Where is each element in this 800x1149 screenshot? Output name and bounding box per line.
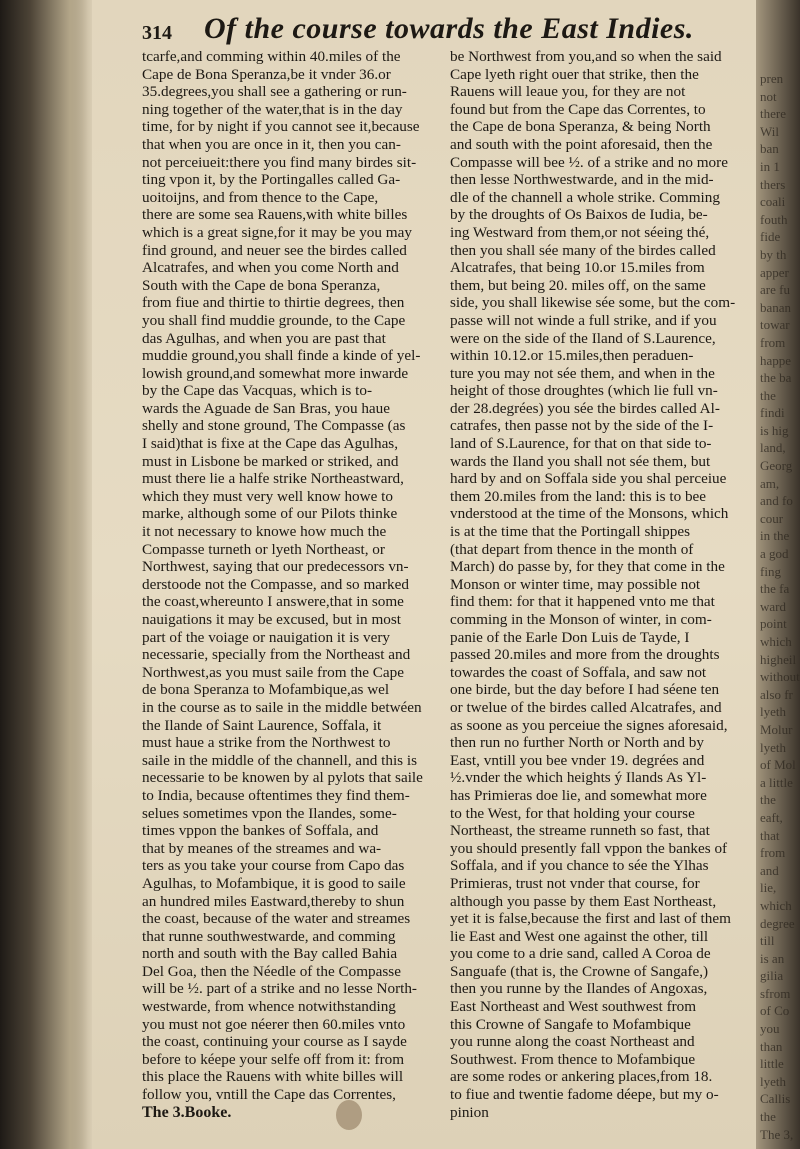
running-title: Of the course towards the East Indies. — [204, 12, 694, 45]
bleed-fragment: which — [760, 897, 792, 913]
left-column-line: an hundred miles Eastward,thereby to shun — [142, 892, 405, 910]
left-column-line: which is a great signe,for it may be you may — [142, 223, 412, 241]
right-column-line: ture you may not sée them, and when in the — [450, 364, 715, 382]
right-column-line: Monson or winter time, may possible not — [450, 575, 701, 593]
left-column-line: ning together of the water,that is in the day — [142, 100, 403, 118]
left-column-line: wards the Aguade de San Bras, you haue — [142, 399, 390, 417]
left-column-line: das Agulhas, and when you are past that — [142, 329, 386, 347]
bleed-fragment: without — [760, 669, 800, 685]
right-column-line: March) do passe by, for they that come in the — [450, 558, 725, 576]
catchword: The 3.Booke. — [142, 1103, 232, 1121]
bleed-fragment: a god — [760, 546, 789, 562]
left-column-line: selues sometimes vpon the Ilandes, some- — [142, 804, 397, 822]
left-column-line: 35.degrees,you shall see a gathering or run- — [142, 83, 407, 101]
left-column-line: I said)that is fixe at the Cape das Agulhas, — [142, 435, 399, 453]
left-column-line: that runne southwestwarde, and comming — [142, 927, 396, 945]
bleed-fragment: there — [760, 106, 786, 122]
right-column-line: then you shall sée many of the birdes called — [450, 241, 716, 259]
left-column-line: this place the Rauens with white billes will — [142, 1068, 404, 1086]
bleed-fragment: a little — [760, 774, 793, 790]
left-column-line: the Ilande of Saint Laurence, Soffala, it — [142, 716, 382, 734]
bleed-fragment: lyeth — [760, 1073, 786, 1089]
right-column-line: yet it is false,because the first and last of them — [450, 910, 731, 928]
bleed-fragment: ward — [760, 598, 786, 614]
left-column-line: Northwest, saying that our predecessors vn- — [142, 558, 409, 576]
left-column-line: before to kéepe your selfe off from it: from — [142, 1050, 405, 1068]
bleed-fragment: Wil — [760, 123, 779, 139]
bleed-fragment: apper — [760, 264, 789, 280]
right-column-line: Sanguafe (that is, the Crowne of Sangafe,) — [450, 962, 709, 980]
left-column-line: tcarfe,and comming within 40.miles of the — [142, 48, 401, 65]
bleed-fragment: fing — [760, 563, 781, 579]
bleed-fragment: am, — [760, 475, 780, 491]
bleed-fragment: lyeth — [760, 739, 786, 755]
left-column-line: the coast, because of the water and streames — [142, 910, 411, 928]
bleed-fragment: The 3, — [760, 1126, 794, 1142]
bleed-fragment: from — [760, 845, 786, 861]
right-column-line: Alcatrafes, that being 10.or 15.miles from — [450, 259, 705, 277]
bleed-fragment: till — [760, 933, 775, 949]
left-column-line: part of the voiage or nauigation it is very — [142, 628, 390, 646]
right-column-line: one birde, but the day before I had séene ten — [450, 681, 720, 699]
right-column-line: Northeast, the streame runneth so fast, that — [450, 822, 710, 840]
bleed-fragment: the ba — [760, 370, 792, 386]
right-column-line: them, but being 20. miles off, on the same — [450, 276, 706, 294]
left-column-line: derstoode not the Compasse, and so marked — [142, 575, 409, 593]
right-column-line: East Northeast and West southwest from — [450, 998, 697, 1016]
bleed-fragment: lyeth — [760, 704, 786, 720]
right-column-line: catrafes, then passe not by the side of the I- — [450, 417, 714, 435]
left-text-column — [142, 48, 432, 1121]
left-column-line: there are some sea Rauens,with white billes — [142, 206, 408, 224]
right-column-line: then lesse Northwestwarde, and in the mid- — [450, 171, 714, 189]
right-column-line: der 28.degrées) you sée the birdes called Al- — [450, 399, 720, 417]
bleed-fragment: fouth — [760, 211, 788, 227]
left-column-line: you must not goe néerer then 60.miles vnto — [142, 1015, 406, 1033]
left-column-line: find ground, and neuer see the birdes called — [142, 241, 407, 259]
right-column-line: find them: for that it happened vnto me that — [450, 593, 715, 611]
bleed-fragment: the — [760, 1109, 776, 1125]
bleed-fragment: is hig — [760, 422, 789, 438]
left-column-line: ting vpon it, by the Portingalles called Ga- — [142, 171, 401, 189]
paper-stain — [336, 1100, 362, 1130]
bleed-fragment: lie, — [760, 880, 777, 896]
right-column-line: this Crowne of Sangafe to Mofambique — [450, 1015, 691, 1033]
bleed-fragment: cour — [760, 510, 784, 526]
bleed-fragment: by th — [760, 246, 787, 262]
bleed-fragment: the fa — [760, 581, 790, 597]
left-column-line: in the course as to saile in the middle betwéen — [142, 698, 422, 716]
right-column-line: you runne along the coast Northeast and — [450, 1033, 695, 1051]
page-header — [142, 10, 742, 46]
left-column-line: which they must very well know howe to — [142, 487, 393, 505]
bleed-fragment: of Mol — [760, 757, 796, 773]
left-column-line: South with the Cape de bona Speranza, — [142, 276, 381, 294]
right-column-line: wards the Iland you shall not sée them, but — [450, 452, 711, 470]
right-text-column — [450, 48, 740, 1121]
left-column-line: must haue a strike from the Northwest to — [142, 734, 391, 752]
right-column-line: Cape lyeth right ouer that strike, then the — [450, 65, 699, 83]
left-column-line: Alcatrafes, and when you come North and — [142, 259, 399, 277]
left-column-line: time, for by night if you cannot see it,because — [142, 118, 420, 136]
left-column-line: to India, because oftentimes they find them- — [142, 786, 410, 804]
left-column-line: necessarie, specially from the Northeast and — [142, 646, 411, 664]
right-column-line: and south with the point aforesaid, then the — [450, 135, 713, 153]
left-column-line: Northwest,as you must saile from the Cape — [142, 663, 404, 681]
right-column-line: Southwest. From thence to Mofambique — [450, 1050, 696, 1068]
left-column-line: from fiue and thirtie to thirtie degrees, then — [142, 294, 405, 312]
bleed-fragment: of Co — [760, 1003, 790, 1019]
right-column-line: Rauens will leaue you, for they are not — [450, 83, 686, 101]
bleed-fragment: in 1 — [760, 158, 780, 174]
bleed-fragment: and fo — [760, 493, 793, 509]
right-column-line: to fiue and twentie fadome déepe, but my o- — [450, 1086, 719, 1104]
right-column-line: ½.vnder the which heights ý Ilands As Yl- — [450, 769, 707, 787]
left-column-line: Cape de Bona Speranza,be it vnder 36.or — [142, 65, 391, 83]
right-column-line: you come to a drie sand, called A Coroa de — [450, 945, 711, 963]
left-column-line: westwarde, from whence notwithstanding — [142, 998, 396, 1016]
left-column-line: lowish ground,and somewhat more inwarde — [142, 364, 409, 382]
bleed-fragment: from — [760, 334, 786, 350]
bleed-fragment: you — [760, 1021, 780, 1037]
left-column-line: times vppon the bankes of Soffala, and — [142, 822, 379, 840]
page-number: 314 — [142, 22, 172, 44]
right-column-line: you should presently fall vppon the bankes of — [450, 839, 728, 857]
right-column-line: were on the side of the Iland of S.Laurence, — [450, 329, 716, 347]
left-column-line: the coast, continuing your course as I sayde — [142, 1033, 407, 1051]
left-column-line: will be ½. part of a strike and no lesse North- — [142, 980, 417, 998]
bleed-fragment: land, — [760, 440, 786, 456]
right-column-line: found but from the Cape das Correntes, to — [450, 100, 706, 118]
bleed-fragment: sfrom — [760, 985, 791, 1001]
left-column-line: must in Lisbone be marked or striked, and — [142, 452, 399, 470]
right-column-line: (that depart from thence in the month of — [450, 540, 694, 558]
right-column-line: ing Westward from them,or not séeing thé, — [450, 223, 710, 241]
right-column-line: Compasse will bee ½. of a strike and no more — [450, 153, 728, 171]
bleed-fragment: point — [760, 616, 787, 632]
right-column-line: has Primieras doe lie, and somewhat more — [450, 786, 707, 804]
bleed-fragment: ban — [760, 141, 779, 157]
left-column-line: not perceiueit:there you find many birdes sit- — [142, 153, 417, 171]
facing-page-bleed — [760, 70, 800, 1142]
left-column-line: marke, although some of our Pilots thinke — [142, 505, 398, 523]
right-column-line: Soffala, and if you chance to sée the Ylhas — [450, 857, 709, 875]
right-column-line: comming in the Monson of winter, in com- — [450, 611, 712, 628]
left-column-line: the coast,whereunto I answere,that in some — [142, 593, 404, 611]
right-column-line: vnderstood at the time of the Monsons, which — [450, 505, 729, 523]
left-column-line: that when you are once in it, then you can- — [142, 135, 401, 153]
left-column-line: shelly and stone ground, The Compasse (as — [142, 417, 406, 435]
right-column-line: side, you shall likewise sée some, but the com- — [450, 294, 736, 312]
left-column-line: Del Goa, then the Néedle of the Compasse — [142, 962, 401, 980]
book-gutter — [0, 0, 92, 1149]
right-column-line: Primieras, trust not vnder that course, for — [450, 874, 700, 892]
right-column-line: to the West, for that holding your course — [450, 804, 695, 822]
bleed-fragment: eaft, — [760, 809, 783, 825]
left-column-line: must there lie a halfe strike Northeastward, — [142, 470, 404, 488]
bleed-fragment: towar — [760, 317, 790, 333]
right-column-line: the Cape de bona Speranza, & being North — [450, 118, 711, 136]
left-column-line: muddie ground,you shall finde a kinde of yel- — [142, 347, 421, 365]
left-column-line: north and south with the Bay called Bahia — [142, 945, 398, 963]
left-column-line: de bona Speranza to Mofambique,as wel — [142, 681, 390, 699]
right-column-line: hard by and on Soffala side you shal perceiue — [450, 470, 727, 488]
left-column-line: nauigations it may be excused, but in most — [142, 611, 401, 628]
bleed-fragment: pren — [760, 71, 784, 86]
right-column-line: towardes the coast of Soffala, and saw not — [450, 663, 707, 681]
bleed-fragment: in the — [760, 528, 790, 544]
right-column-line: within 10.12.or 15.miles,then peraduen- — [450, 347, 694, 365]
left-column-line: saile in the middle of the channell, and this is — [142, 751, 417, 769]
right-column-line: dle of the channell a whole strike. Comming — [450, 188, 720, 206]
bleed-fragment: findi — [760, 405, 785, 421]
bleed-fragment: higheil — [760, 651, 797, 667]
bleed-fragment: happe — [760, 352, 792, 368]
right-column-line: passe will not winde a full strike, and if you — [450, 311, 717, 329]
left-column-line: Compasse turneth or lyeth Northeast, or — [142, 540, 385, 558]
bleed-fragment: Molur — [760, 721, 793, 737]
right-column-line: lie East and West one against the other, till — [450, 927, 709, 945]
left-column-line: it not necessary to knowe how much the — [142, 523, 387, 541]
left-column-line: uoitoijns, and from thence to the Cape, — [142, 188, 379, 206]
bleed-fragment: the — [760, 387, 776, 403]
bleed-fragment: the — [760, 792, 776, 808]
right-column-line: by the droughts of Os Baixos de Iudia, be- — [450, 206, 708, 224]
left-column-line: that by meanes of the streames and wa- — [142, 839, 382, 857]
bleed-fragment: are fu — [760, 282, 790, 298]
bleed-fragment: and — [760, 862, 779, 878]
right-column-line: although you passe by them East Northeast, — [450, 892, 717, 910]
left-column-line: ters as you take your course from Capo das — [142, 857, 405, 875]
bleed-fragment: fide — [760, 229, 781, 245]
right-column-line: them 20.miles from the land: this is to bee — [450, 487, 707, 505]
right-column-line: be Northwest from you,and so when the said — [450, 48, 722, 65]
bleed-fragment: Georg — [760, 458, 793, 474]
left-column-line: Agulhas, to Mofambique, it is good to saile — [142, 874, 406, 892]
bleed-fragment: gilia — [760, 968, 784, 984]
bleed-fragment: little — [760, 1056, 784, 1072]
bleed-fragment: thers — [760, 176, 786, 192]
right-column-line: then you runne by the Ilandes of Angoxas, — [450, 980, 708, 998]
bleed-fragment: that — [760, 827, 780, 843]
right-column-line: is at the time that the Portingall shippes — [450, 523, 691, 541]
bleed-fragment: is an — [760, 950, 785, 966]
bleed-fragment: not — [760, 88, 777, 104]
right-column-line: or twelue of the birdes called Alcatrafes, and — [450, 698, 722, 716]
bleed-fragment: than — [760, 1038, 783, 1054]
bleed-fragment: Callis — [760, 1091, 791, 1107]
right-column-line: then run no further North or North and by — [450, 734, 704, 752]
bleed-fragment: which — [760, 634, 792, 649]
right-column-line: height of those droughtes (which lie full vn- — [450, 382, 718, 400]
right-column-line: land of S.Laurence, for that on that side to- — [450, 435, 712, 453]
right-column-line: East, vntill you bee vnder 19. degrées and — [450, 751, 705, 769]
left-column-line: follow you, vntill the Cape das Correntes, — [142, 1086, 396, 1104]
left-column-line: you shall find muddie grounde, to the Cape — [142, 311, 406, 329]
right-column-line: are some rodes or ankering places,from 18. — [450, 1068, 713, 1086]
left-column-line: by the Cape das Vacquas, which is to- — [142, 382, 373, 400]
bleed-fragment: coali — [760, 194, 786, 210]
bleed-fragment: degree — [760, 915, 795, 931]
right-column-line: as soone as you perceiue the signes aforesaid, — [450, 716, 728, 734]
right-column-line: passed 20.miles and more from the droughts — [450, 646, 720, 664]
bleed-fragment: also fr — [760, 686, 793, 702]
right-column-line: panie of the Earle Don Luis de Tayde, I — [450, 628, 690, 646]
bleed-fragment: banan — [760, 299, 792, 315]
left-column-line: necessarie to be knowen by al pylots that saile — [142, 769, 423, 787]
right-column-line: pinion — [450, 1103, 489, 1121]
